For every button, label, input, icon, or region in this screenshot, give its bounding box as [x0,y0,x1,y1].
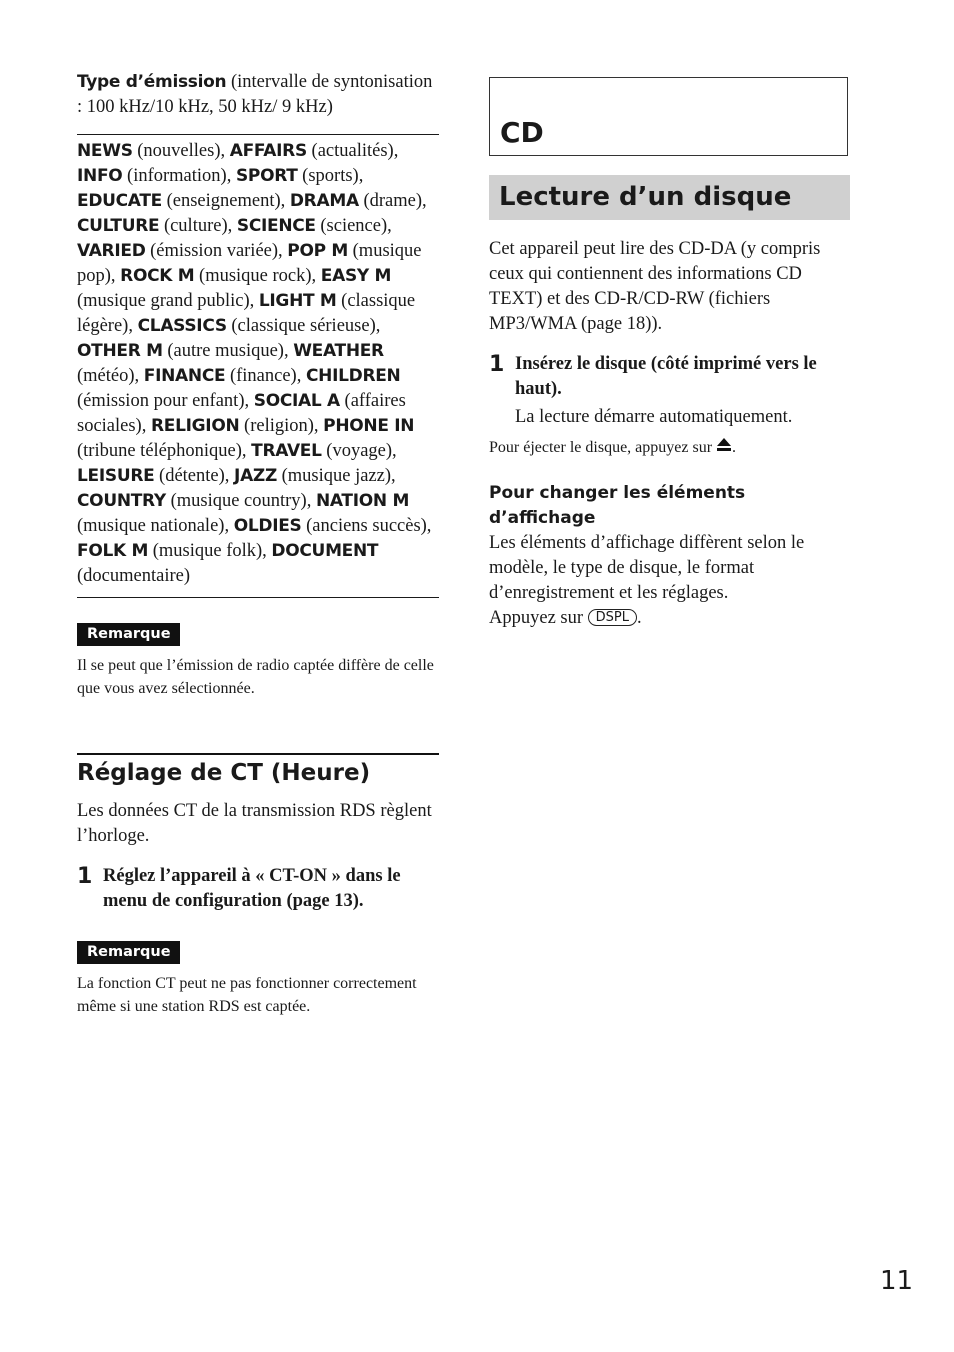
program-type-code: LEISURE [77,466,155,486]
program-type-desc: (émission pour enfant), [77,391,254,411]
press-end: . [637,608,642,628]
step-number: 1 [489,352,505,377]
program-type-desc: (drame), [358,191,427,211]
display-body: Les éléments d’affichage diffèrent selon le modèle, le type de disque, le format d’enregistrement et les réglages. [489,533,805,603]
program-type-desc: (musique pop), [77,241,422,286]
program-type-desc: (information), [122,166,236,186]
disc-intro: Cet appareil peut lire des CD-DA (y compris ceux qui contiennent des informations CD TEXT) et des CD-R/CD-RW (fichiers MP3/WMA (page 18)). [489,239,821,334]
program-type-code: ROCK M [120,266,195,286]
program-type-desc: (musique folk), [148,541,272,561]
page-number: 11 [880,1266,914,1296]
program-type-code: SCIENCE [236,216,316,236]
program-type-code: CLASSICS [137,316,227,336]
program-type-desc: (voyage), [321,441,397,461]
ct-section [77,753,439,914]
program-type-desc: (culture), [159,216,237,236]
chapter-title: CD [500,116,544,149]
section-title-ct: Réglage de CT (Heure) [77,753,439,790]
program-type-code: SOCIAL A [253,391,340,411]
press-instruction [489,606,850,631]
section-title-disc: Lecture d’un disque [499,182,792,212]
step-number: 1 [77,864,93,889]
left-column [77,70,439,1018]
program-type-code: TRAVEL [251,441,322,461]
program-type-desc: (classique légère), [77,291,416,336]
program-type-code: EDUCATE [77,191,162,211]
program-type-desc: (enseignement), [161,191,290,211]
program-type-desc: (météo), [77,366,144,386]
section-band [489,175,850,220]
program-type-desc: (tribune téléphonique), [77,441,252,461]
program-type-code: CHILDREN [305,366,401,386]
program-type-code: SPORT [235,166,298,186]
program-type-label: Type d’émission [77,72,227,92]
step-result: La lecture démarre automatiquement. [515,407,793,427]
program-type-desc: (musique rock), [194,266,321,286]
program-type-code: WEATHER [293,341,384,361]
note-text: La fonction CT peut ne pas fonctionner correctement même si une station RDS est captée. [77,975,417,1015]
program-type-list [77,134,439,598]
note-badge: Remarque [77,941,180,964]
program-type-code: NATION M [315,491,410,511]
program-type-code: DRAMA [289,191,359,211]
display-heading: Pour changer les éléments d’affichage [489,483,746,528]
program-type-desc: (sports), [297,166,364,186]
program-type-desc: (anciens succès), [301,516,432,536]
program-type-code: POP M [287,241,349,261]
program-type-desc: (musique grand public), [77,291,259,311]
eject-end: . [732,439,737,456]
note-2 [77,941,439,1018]
program-type-paragraph [77,139,439,589]
ct-body: Les données CT de la transmission RDS règlent l’horloge. [77,801,432,846]
eject-text: Pour éjecter le disque, appuyez sur [489,439,717,456]
program-type-desc: (science), [315,216,392,236]
dspl-button-label: DSPL [588,609,637,626]
program-type-code: DOCUMENT [271,541,379,561]
note-badge: Remarque [77,623,180,646]
program-type-code: EASY M [320,266,392,286]
program-type-code: CULTURE [77,216,160,236]
program-type-code: FOLK M [77,541,149,561]
chapter-box [489,77,848,156]
program-type-code: PHONE IN [323,416,415,436]
press-text: Appuyez sur [489,608,588,628]
program-type-desc: (finance), [225,366,306,386]
program-type-code: NEWS [77,141,133,161]
program-type-desc: (religion), [239,416,324,436]
program-type-desc: (détente), [154,466,235,486]
program-type-intro-text: (intervalle de syntonisation : 100 kHz/10 kHz, 50 kHz/ 9 kHz) [77,72,433,117]
program-type-code: OTHER M [77,341,163,361]
program-type-desc: (affaires sociales), [77,391,406,436]
program-type-code: RELIGION [150,416,240,436]
program-type-code: LIGHT M [258,291,337,311]
program-type-code: OLDIES [233,516,302,536]
step-text: Réglez l’appareil à « CT-ON » dans le menu de configuration (page 13). [103,866,401,911]
program-type-desc: (émission variée), [145,241,288,261]
note-text: Il se peut que l’émission de radio captée diffère de celle que vous avez sélectionnée. [77,657,434,697]
program-type-desc: (musique jazz), [276,466,396,486]
program-type-intro [77,70,439,120]
disc-step [489,352,850,430]
program-type-code: FINANCE [143,366,226,386]
note-1 [77,623,439,700]
program-type-desc: (classique sérieuse), [226,316,381,336]
program-type-desc: (musique nationale), [77,516,234,536]
program-type-code: AFFAIRS [229,141,307,161]
program-type-desc: (documentaire) [77,566,190,586]
eject-instruction [489,436,850,459]
program-type-code: COUNTRY [77,491,166,511]
eject-icon [716,436,732,459]
ct-step [77,864,439,914]
program-type-desc: (actualités), [306,141,399,161]
program-type-code: VARIED [77,241,146,261]
step-text: Insérez le disque (côté imprimé vers le haut). [515,354,817,399]
program-type-desc: (autre musique), [162,341,294,361]
program-type-code: JAZZ [234,466,277,486]
program-type-desc: (nouvelles), [132,141,230,161]
right-column [489,77,850,631]
program-type-code: INFO [77,166,123,186]
program-type-desc: (musique country), [165,491,316,511]
